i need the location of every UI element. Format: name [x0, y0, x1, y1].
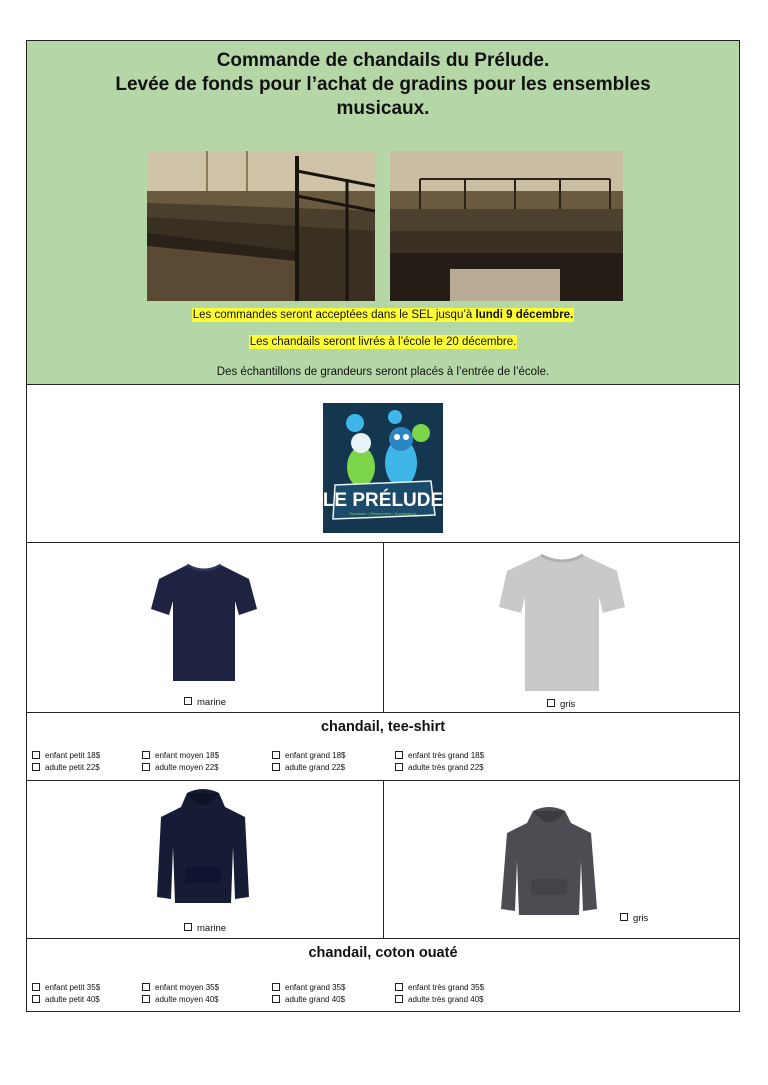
option-label: adulte moyen 22$: [155, 763, 219, 772]
option-adulte-petit[interactable]: [32, 763, 100, 772]
notice-orders-date: lundi 9 décembre.: [475, 309, 574, 321]
option-adulte-tres-grand[interactable]: [395, 763, 484, 772]
option-adulte-moyen[interactable]: [142, 995, 219, 1004]
option-enfant-petit[interactable]: [32, 751, 100, 760]
option-enfant-moyen[interactable]: [142, 983, 219, 992]
color-label-text: marine: [197, 697, 227, 708]
logo-section: [27, 385, 739, 543]
logo-subtext: Damasse • Recherches • Expressions: [349, 511, 417, 516]
option-enfant-tres-grand[interactable]: [395, 751, 484, 760]
page-title: [27, 49, 739, 121]
notice-samples: Des échantillons de grandeurs seront placés à l’entrée de l’école.: [216, 366, 550, 378]
header-section: [27, 41, 739, 385]
hoodie-navy-cell: [27, 781, 384, 938]
hoodie-navy-option[interactable]: [184, 923, 226, 934]
color-label-text: gris: [560, 699, 576, 710]
option-label: adulte très grand 40$: [408, 995, 484, 1004]
option-adulte-grand[interactable]: [272, 995, 345, 1004]
option-label: enfant très grand 35$: [408, 983, 485, 992]
option-label: adulte petit 22$: [45, 763, 100, 772]
tshirt-gray-option[interactable]: [547, 699, 575, 710]
color-label-text: gris: [633, 913, 649, 924]
option-label: enfant très grand 18$: [408, 751, 485, 760]
option-adulte-grand[interactable]: [272, 763, 345, 772]
tshirt-products: [27, 543, 739, 713]
title-line-2: Levée de fonds pour l’achat de gradins pour les ensembles: [115, 74, 651, 95]
option-label: enfant petit 35$: [45, 983, 101, 992]
tshirt-price-section: [27, 713, 739, 781]
hoodie-price-section: [27, 939, 739, 1013]
hoodie-gray-option[interactable]: [620, 913, 648, 924]
checkbox[interactable]: [184, 697, 192, 705]
option-label: enfant grand 35$: [285, 983, 346, 992]
option-adulte-tres-grand[interactable]: [395, 995, 484, 1004]
hoodie-gray-cell: [384, 781, 741, 938]
notice-delivery: [27, 336, 739, 348]
bleacher-photo-right: [390, 151, 623, 301]
option-label: adulte très grand 22$: [408, 763, 484, 772]
option-label: enfant petit 18$: [45, 751, 101, 760]
bleacher-photo-left: [147, 151, 375, 301]
option-enfant-grand[interactable]: [272, 751, 346, 760]
option-adulte-petit[interactable]: [32, 995, 100, 1004]
hoodie-gray-image: [499, 805, 599, 917]
notice-delivery-text: Les chandails seront livrés à l’école le 20 décembre.: [249, 336, 517, 348]
tshirt-gray-cell: [384, 543, 741, 712]
tshirt-section-title: chandail, tee-shirt: [320, 719, 446, 735]
notice-orders: [27, 309, 739, 321]
notice-orders-text: Les commandes seront acceptées dans le SEL jusqu’à: [192, 309, 476, 321]
option-label: enfant grand 18$: [285, 751, 346, 760]
title-line-1: Commande de chandails du Prélude.: [216, 50, 550, 71]
hoodie-section-title: chandail, coton ouaté: [308, 945, 458, 961]
option-label: adulte grand 40$: [285, 995, 346, 1004]
order-form: [26, 40, 740, 1012]
option-enfant-tres-grand[interactable]: [395, 983, 484, 992]
tshirt-gray-image: [497, 551, 627, 693]
option-label: adulte petit 40$: [45, 995, 100, 1004]
checkbox[interactable]: [547, 699, 555, 707]
bleacher-photos: [147, 151, 623, 301]
color-label-text: marine: [197, 923, 227, 934]
checkbox[interactable]: [184, 923, 192, 931]
option-enfant-moyen[interactable]: [142, 751, 219, 760]
checkbox[interactable]: [620, 913, 628, 921]
option-label: enfant moyen 35$: [155, 983, 220, 992]
option-adulte-moyen[interactable]: [142, 763, 219, 772]
option-enfant-petit[interactable]: [32, 983, 100, 992]
option-label: enfant moyen 18$: [155, 751, 220, 760]
tshirt-navy-cell: [27, 543, 384, 712]
option-enfant-grand[interactable]: [272, 983, 346, 992]
hoodie-navy-image: [155, 787, 251, 905]
title-line-3: musicaux.: [336, 98, 430, 119]
tshirt-navy-image: [149, 561, 259, 683]
option-label: adulte moyen 40$: [155, 995, 219, 1004]
hoodie-products: [27, 781, 739, 939]
prelude-logo: [323, 403, 443, 533]
logo-text: LE PRÉLUDE: [323, 490, 443, 511]
option-label: adulte grand 22$: [285, 763, 346, 772]
tshirt-navy-option[interactable]: [184, 697, 226, 708]
